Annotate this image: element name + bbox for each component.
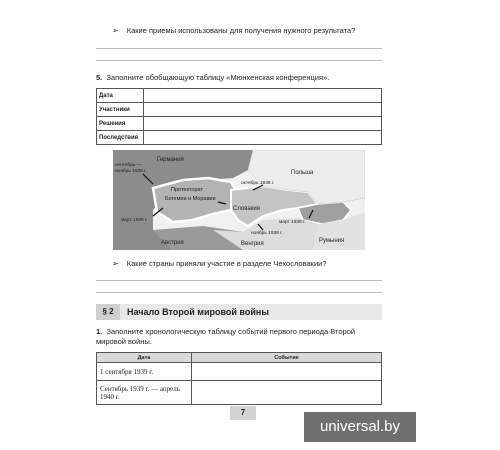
- answer-line[interactable]: [96, 48, 382, 49]
- arrow-bullet-icon: ➢: [112, 259, 119, 268]
- date-cell: Сентябрь 1939 г. — апрель 1940 г.: [97, 381, 192, 405]
- answer-line[interactable]: [96, 280, 382, 281]
- date-cell: 1 сентября 1939 г.: [97, 363, 192, 381]
- page-number: 7: [230, 406, 256, 420]
- label-romania: Румыния: [319, 238, 345, 244]
- task-text: Заполните обобщающую таблицу «Мюнхенская конференция».: [106, 73, 330, 82]
- arrow-bullet-icon: ➢: [112, 26, 119, 35]
- czechoslovakia-partition-map: [113, 150, 365, 250]
- label-protectorate-2: Богемии и Моравии: [165, 196, 216, 202]
- watermark: universal.by: [304, 412, 416, 442]
- task-number: 1.: [96, 327, 103, 336]
- answer-cell[interactable]: [144, 117, 382, 131]
- row-label: Последствия: [97, 131, 144, 145]
- label-slovakia: Словакия: [233, 206, 260, 212]
- table-row: [97, 131, 382, 145]
- label-austria: Австрия: [161, 240, 184, 246]
- question-participants: [112, 259, 327, 268]
- question-text: Какие страны приняли участие в разделе Чехословакии?: [126, 259, 327, 268]
- row-label: Дата: [97, 89, 144, 103]
- answer-line[interactable]: [96, 60, 382, 61]
- answer-cell[interactable]: [144, 89, 382, 103]
- munich-conference-table: [96, 88, 382, 145]
- table-row: [97, 117, 382, 131]
- question-text: Какие приемы использованы для получения нужного результата?: [126, 26, 356, 35]
- label-nov1: ноябрь 1938 г.: [115, 169, 147, 174]
- event-cell[interactable]: [192, 363, 382, 381]
- label-nov2: ноябрь 1938 г.: [251, 231, 283, 236]
- chronology-table: [96, 352, 382, 405]
- label-hungary: Венгрия: [241, 241, 264, 247]
- label-germany: Германия: [157, 157, 184, 163]
- label-poland: Польша: [291, 170, 314, 176]
- column-header-event: Событие: [192, 353, 382, 363]
- task-number: 5.: [96, 73, 103, 82]
- table-row: [97, 89, 382, 103]
- section-number: § 2: [96, 304, 120, 320]
- task-5: [96, 73, 329, 82]
- label-sept: сентябрь —: [115, 163, 142, 168]
- label-oct: октябрь 1938 г.: [241, 181, 275, 186]
- event-cell[interactable]: [192, 381, 382, 405]
- row-label: Решения: [97, 117, 144, 131]
- table-header-row: [97, 353, 382, 363]
- question-techniques: [112, 26, 355, 35]
- table-row: [97, 381, 382, 405]
- row-label: Участники: [97, 103, 144, 117]
- section-title: Начало Второй мировой войны: [127, 307, 270, 317]
- column-header-date: Дата: [97, 353, 192, 363]
- answer-line[interactable]: [96, 292, 382, 293]
- table-row: [97, 103, 382, 117]
- label-march2: март 1939 г.: [279, 220, 306, 225]
- task-1: [96, 327, 382, 347]
- task-text: Заполните хронологическую таблицу событий первого периода Второй мировой войны.: [96, 327, 356, 346]
- table-row: [97, 363, 382, 381]
- answer-cell[interactable]: [144, 103, 382, 117]
- label-protectorate-1: Протекторат: [171, 187, 203, 193]
- answer-cell[interactable]: [144, 131, 382, 145]
- label-march1: март 1939 г.: [121, 218, 148, 223]
